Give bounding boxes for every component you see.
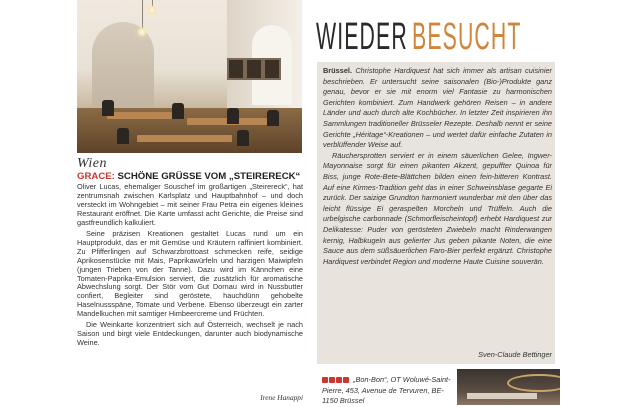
review-paragraph bbox=[323, 66, 552, 151]
rating-icon bbox=[336, 377, 342, 383]
review-paragraph: Räuchersprotten serviert er in einem säuerlichen Gelee, Ingwer-Mayonnaise sorgt für einen pikanten Akzent, gepuffter Quinoa für Biss, junge Rote-Bete-Blättchen bilden einen fein-bitteren Kontrast. Auf eine Kirmes-Tradition geht das in einer Schweinsblase gegarte Ei zurück. Der saizige Grundton harmoniert wunderbar mit den über das leicht flüssige Ei geraspelten Morcheln und Trüffeln. Auch die urbelgische carbonnade (Schmorfleischeintopf) erhebt Hardiquest zur Delikatesse: Puder von gerösteten Zwiebeln macht Rinderwangen kernig, Halbkugeln aus gelierter Jus geben pikante Noten, die eine Sauce aus dem süßsäuerlichen Faro-Bier perfekt ergänzt. Christophe Hardiquest verbindet Region und moderne Haute Cuisine souverän. bbox=[323, 150, 552, 266]
restaurant-photo-2 bbox=[457, 369, 560, 405]
article-body bbox=[77, 183, 303, 348]
lamp-cord bbox=[142, 0, 143, 30]
photo-chair bbox=[237, 130, 249, 146]
review-author: Sven-Claude Bettinger bbox=[478, 350, 552, 359]
photo-chair bbox=[117, 128, 129, 144]
article-paragraph: Die Weinkarte konzentriert sich auf Österreich, wechselt je nach Saison und birgt viele Entdeckungen, darunter auch biodynamische Weine. bbox=[77, 320, 303, 348]
photo-chair bbox=[172, 103, 184, 119]
photo-table bbox=[137, 135, 232, 142]
photo-wall-frame bbox=[227, 58, 245, 80]
review-body bbox=[323, 66, 552, 267]
article-signature bbox=[77, 393, 303, 402]
photo-chair bbox=[227, 108, 239, 124]
photo2-lamp-ring bbox=[507, 374, 560, 392]
headline-text: SCHÖNE GRÜSSE VOM „STEIRERECK“ bbox=[114, 171, 301, 182]
rating-icon bbox=[322, 377, 328, 383]
photo-wall-frame bbox=[245, 58, 263, 80]
photo2-table bbox=[467, 393, 537, 399]
article-paragraph: Oliver Lucas, ehemaliger Souschef im großartigen „Steirereck“, hat zentrumsnah zwischen Karlsplatz und Hauptbahnhof – und doch versteckt im Wohngebiet – mit seiner Frau Petra ein eigenes kleines Restaurant eröffnet. Die Karte umfasst acht Gerichte, die Preise sind gastfreundlich kalkuliert. bbox=[77, 182, 303, 227]
review-lead: Christophe Hardiquest hat sich immer als artisan cuisinier beschrieben. Er untersucht seine saisonalen (Bio-)Produkte ganz genau, bevor er sie mit enorm viel Fantasie zu harmonischen Gerichten kombiniert. Zum Handwerk gehören Reisen – in andere Länder und auch durch alte Kochbücher. In letzter Zeit inspirieren ihn Sammlungen traditioneller Brüsseler Rezepte. Deshalb nennt er seine Gerichte „Héritage“-Kreationen – und wertet dafür einfache Zutaten in verblüffender Weise auf. bbox=[323, 66, 552, 150]
rating-icons bbox=[322, 376, 350, 386]
review-city: Brüssel. bbox=[323, 66, 352, 75]
rating-icon bbox=[343, 377, 349, 383]
rating-icon bbox=[329, 377, 335, 383]
article-headline bbox=[77, 171, 300, 182]
photo-wall-frame bbox=[263, 58, 281, 80]
pendant-lamp bbox=[148, 6, 156, 14]
title-part-1: WIEDER bbox=[316, 16, 408, 58]
section-title bbox=[316, 15, 561, 60]
restaurant-photo bbox=[77, 0, 302, 153]
review-signature bbox=[323, 350, 552, 359]
listing-text: „Bon-Bon“, OT Woluwé-Saint-Pierre, 453, Avenue de Tervuren, BE-1150 Brüssel bbox=[322, 375, 451, 406]
article-paragraph: Seine präzisen Kreationen gestaltet Lucas rund um ein Hauptprodukt, das er mit Gemüse und Kräutern raffiniert kombiniert. Zu Pfifferlingen auf Schwarzbrottoast schmecken reife, seidige Aprikosenstücke mit Mais, Paprikawürfeln und harzigen Maiwipfeln (jungen Trieben von der Tanne). Dazu wird im Kännchen eine Tomaten-Paprika-Emulsion serviert, die zusätzlich für aromatische Abwechslung sorgt. Der Stör vom Gut Dornau wird in Nussbutter confiert, Begleiter sind geröstete, hauchdünn gehobelte Haselnussspäne, Tomate und Verbene. Ebenso überzeugt ein zarter Mandelkuchen mit samtiger Himbeercreme und Früchten. bbox=[77, 228, 303, 319]
title-part-2: BESUCHT bbox=[411, 16, 522, 58]
pendant-lamp bbox=[138, 28, 146, 36]
headline-brand: GRACE: bbox=[77, 171, 115, 182]
photo-table bbox=[107, 112, 177, 119]
article-author: Irene Hanappi bbox=[260, 393, 303, 402]
restaurant-listing bbox=[322, 375, 458, 407]
photo-chair bbox=[102, 100, 114, 116]
article-city: Wien bbox=[77, 156, 107, 171]
photo-chair bbox=[267, 110, 279, 126]
